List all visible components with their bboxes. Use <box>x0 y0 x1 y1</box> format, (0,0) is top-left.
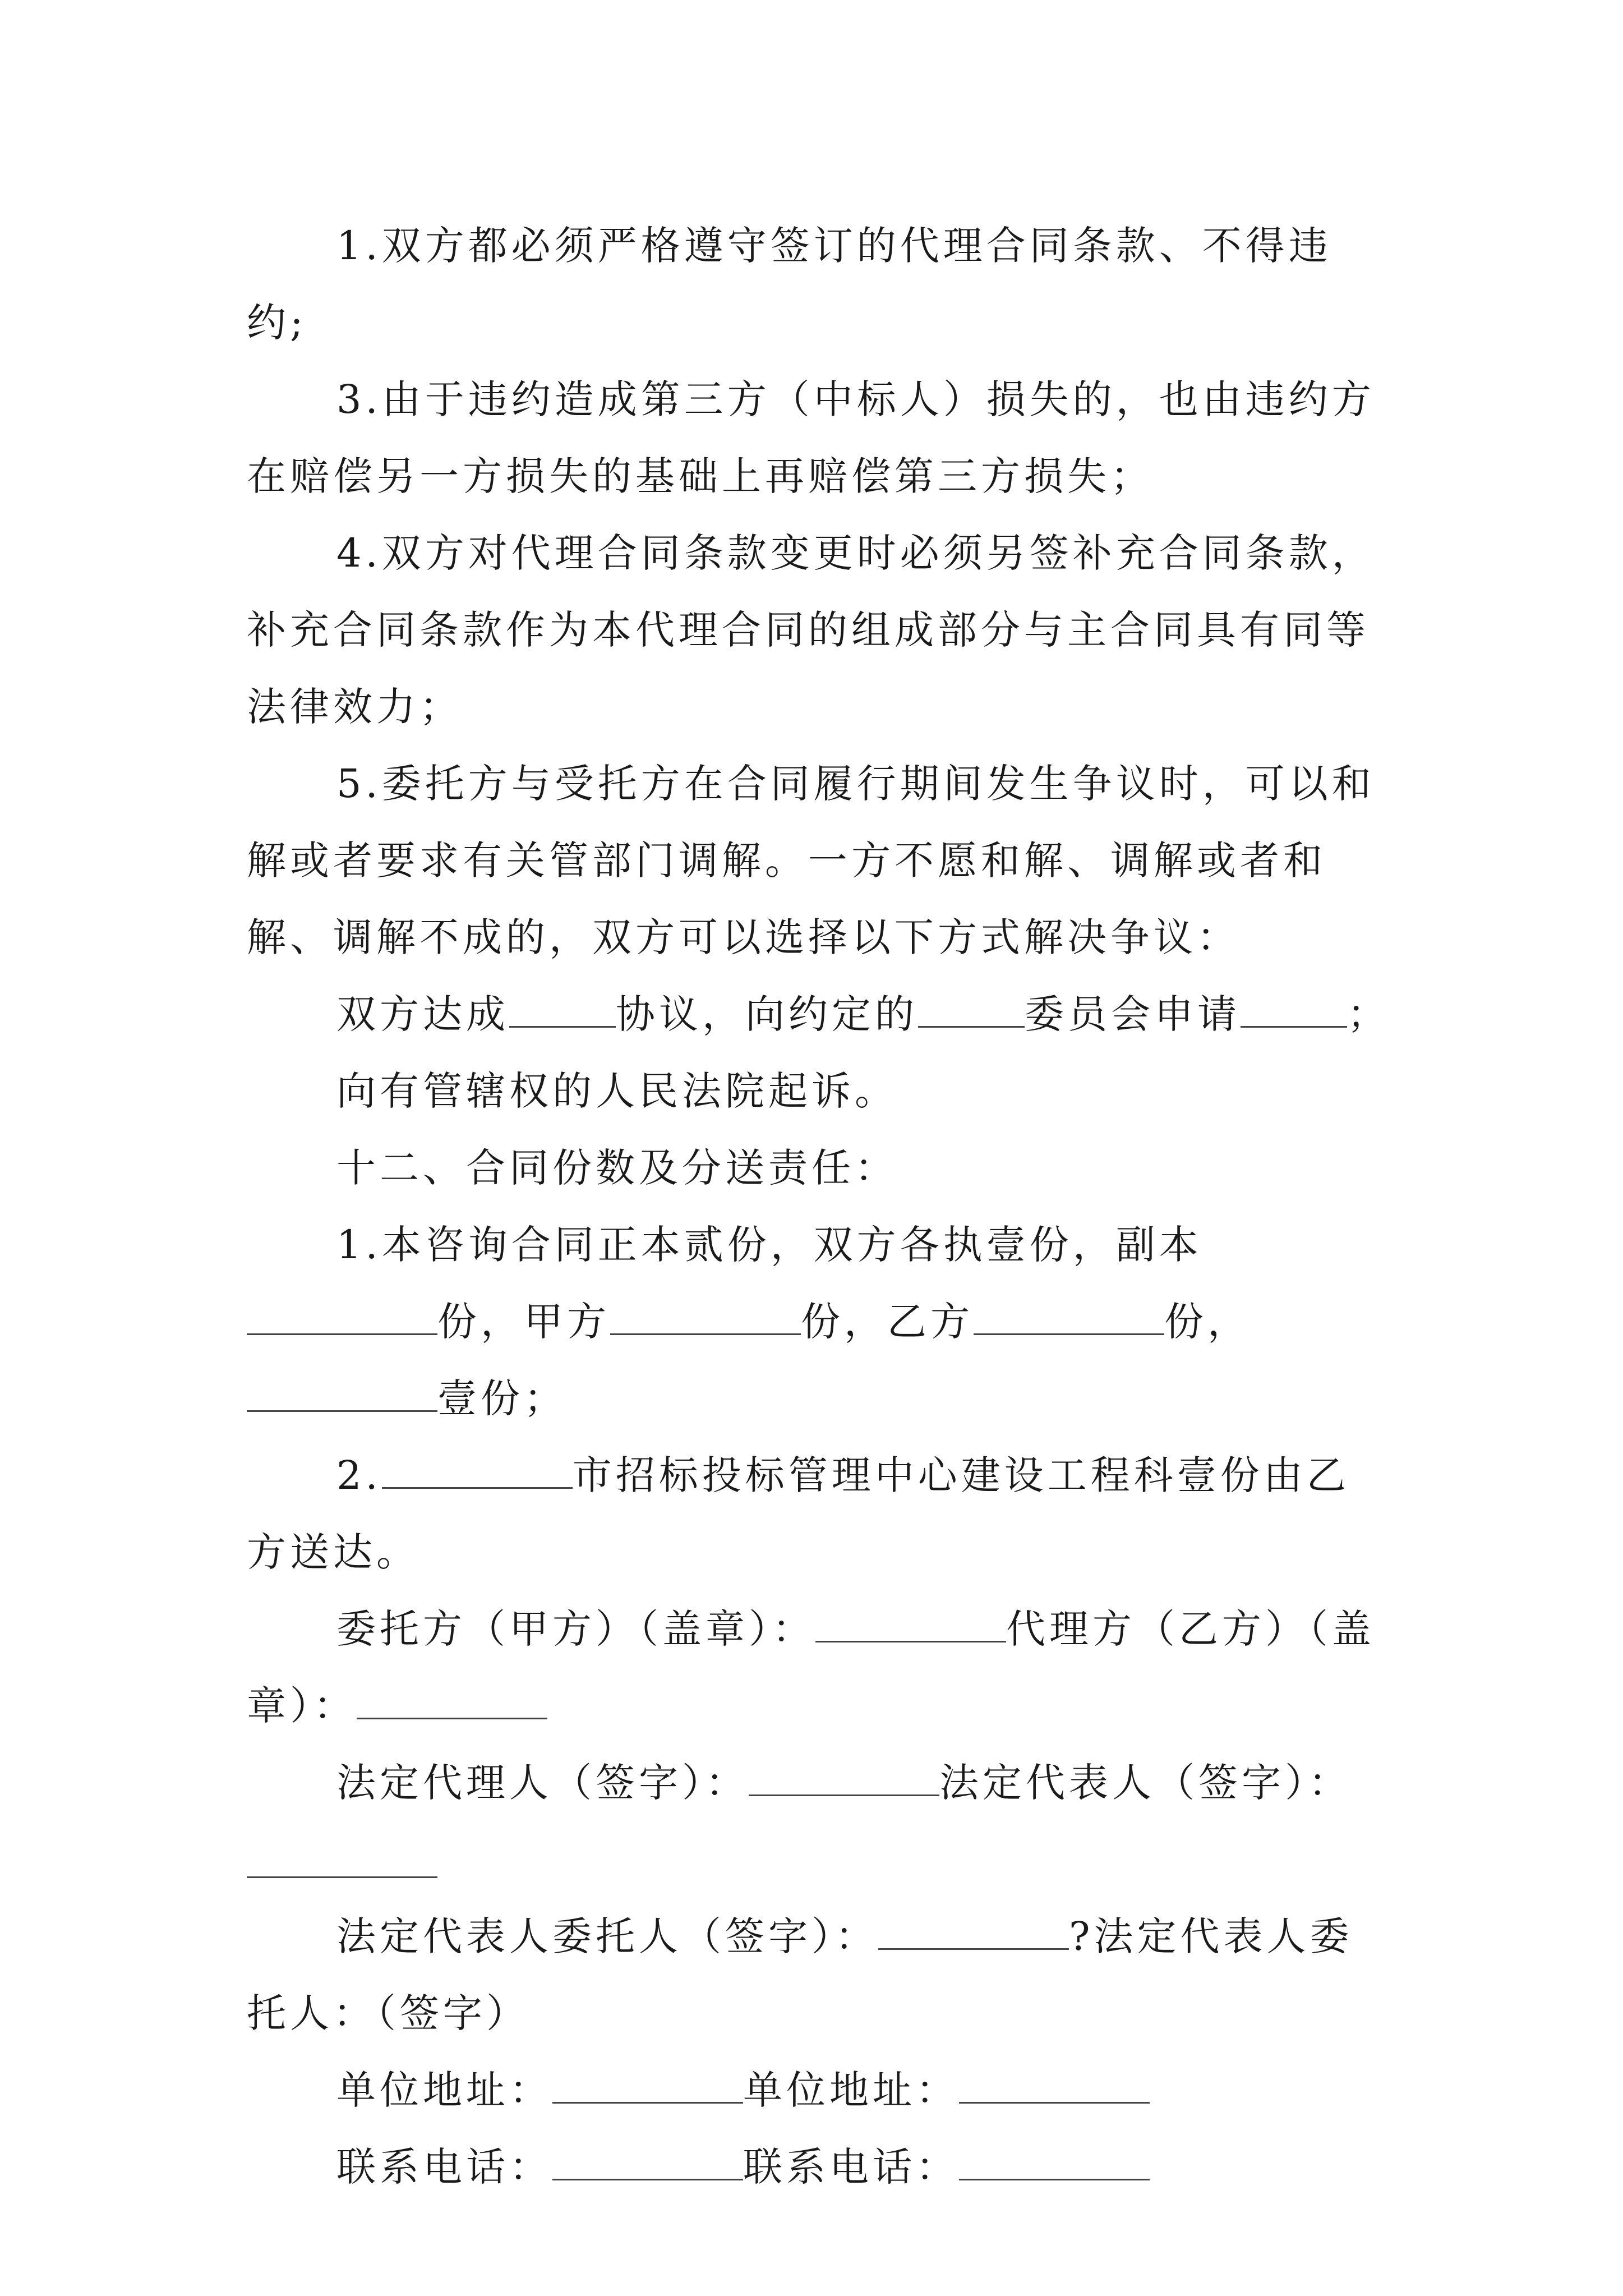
party-a-copies-blank[interactable] <box>610 1301 801 1335</box>
legal-representative-signature-blank[interactable] <box>247 1844 437 1878</box>
arbitration-line: 双方达成 协议，向约定的 委员会申请 ； <box>336 991 1390 1037</box>
copies-clause: 1.本咨询合同正本贰份，双方各执壹份，副本份，甲方 份，乙方 份，壹份； <box>247 1207 1391 1437</box>
legal-signature-line: 法定代理人（签字）： 法定代表人（签字）： <box>336 1760 1352 1806</box>
clause-3: 3.由于违约造成第三方（中标人）损失的，也由违约方在赔偿另一方损失的基础上再赔偿第三方损失； <box>247 376 1375 499</box>
arbitration-apply-blank[interactable] <box>1241 993 1347 1028</box>
delivery-clause: 2. 市招标投标管理中心建设工程科壹份由乙方送达。 <box>247 1452 1350 1575</box>
party-b-copies-blank[interactable] <box>974 1301 1164 1335</box>
phone-a-blank[interactable] <box>552 2146 743 2180</box>
other-recipient-blank[interactable] <box>247 1378 437 1412</box>
city-name-blank[interactable] <box>382 1455 573 1489</box>
proxy-signature-line: 法定代表人委托人（签字）： ?法定代表人委托人：（签字） <box>247 1913 1353 2036</box>
proxy-signature-blank[interactable] <box>878 1916 1069 1950</box>
address-b-blank[interactable] <box>959 2069 1150 2104</box>
legal-representative-signature-row <box>247 1821 1391 1898</box>
clause-4: 4.双方对代理合同条款变更时必须另签补充合同条款，补充合同条款作为本代理合同的组成部分与主合同具有同等法律效力； <box>247 530 1375 730</box>
document-body <box>247 208 1391 2206</box>
address-line: 单位地址： 单位地址： <box>247 2052 1391 2129</box>
clause-1: 1.双方都必须严格遵守签订的代理合同条款、不得违约; <box>247 223 1332 346</box>
phone-line: 联系电话： 联系电话： <box>247 2129 1391 2206</box>
arbitration-committee-blank[interactable] <box>918 993 1025 1028</box>
duplicate-count-blank[interactable] <box>247 1301 437 1335</box>
phone-b-blank[interactable] <box>959 2146 1150 2180</box>
agent-seal-blank[interactable] <box>357 1685 547 1719</box>
legal-agent-signature-blank[interactable] <box>749 1762 939 1796</box>
seal-line: 委托方（甲方）（盖章）： 代理方（乙方）（盖章）： <box>247 1606 1375 1729</box>
court-line: 向有管辖权的人民法院起诉。 <box>336 1068 898 1114</box>
address-a-blank[interactable] <box>552 2069 743 2104</box>
section-12-heading: 十二、合同份数及分送责任： <box>336 1145 898 1191</box>
arbitration-agreement-blank[interactable] <box>509 993 616 1028</box>
clause-5: 5.委托方与受托方在合同履行期间发生争议时，可以和解或者要求有关管部门调解。一方不愿和解、调解或者和解、调解不成的，双方可以选择以下方式解决争议： <box>247 761 1375 960</box>
principal-seal-blank[interactable] <box>815 1608 1006 1642</box>
